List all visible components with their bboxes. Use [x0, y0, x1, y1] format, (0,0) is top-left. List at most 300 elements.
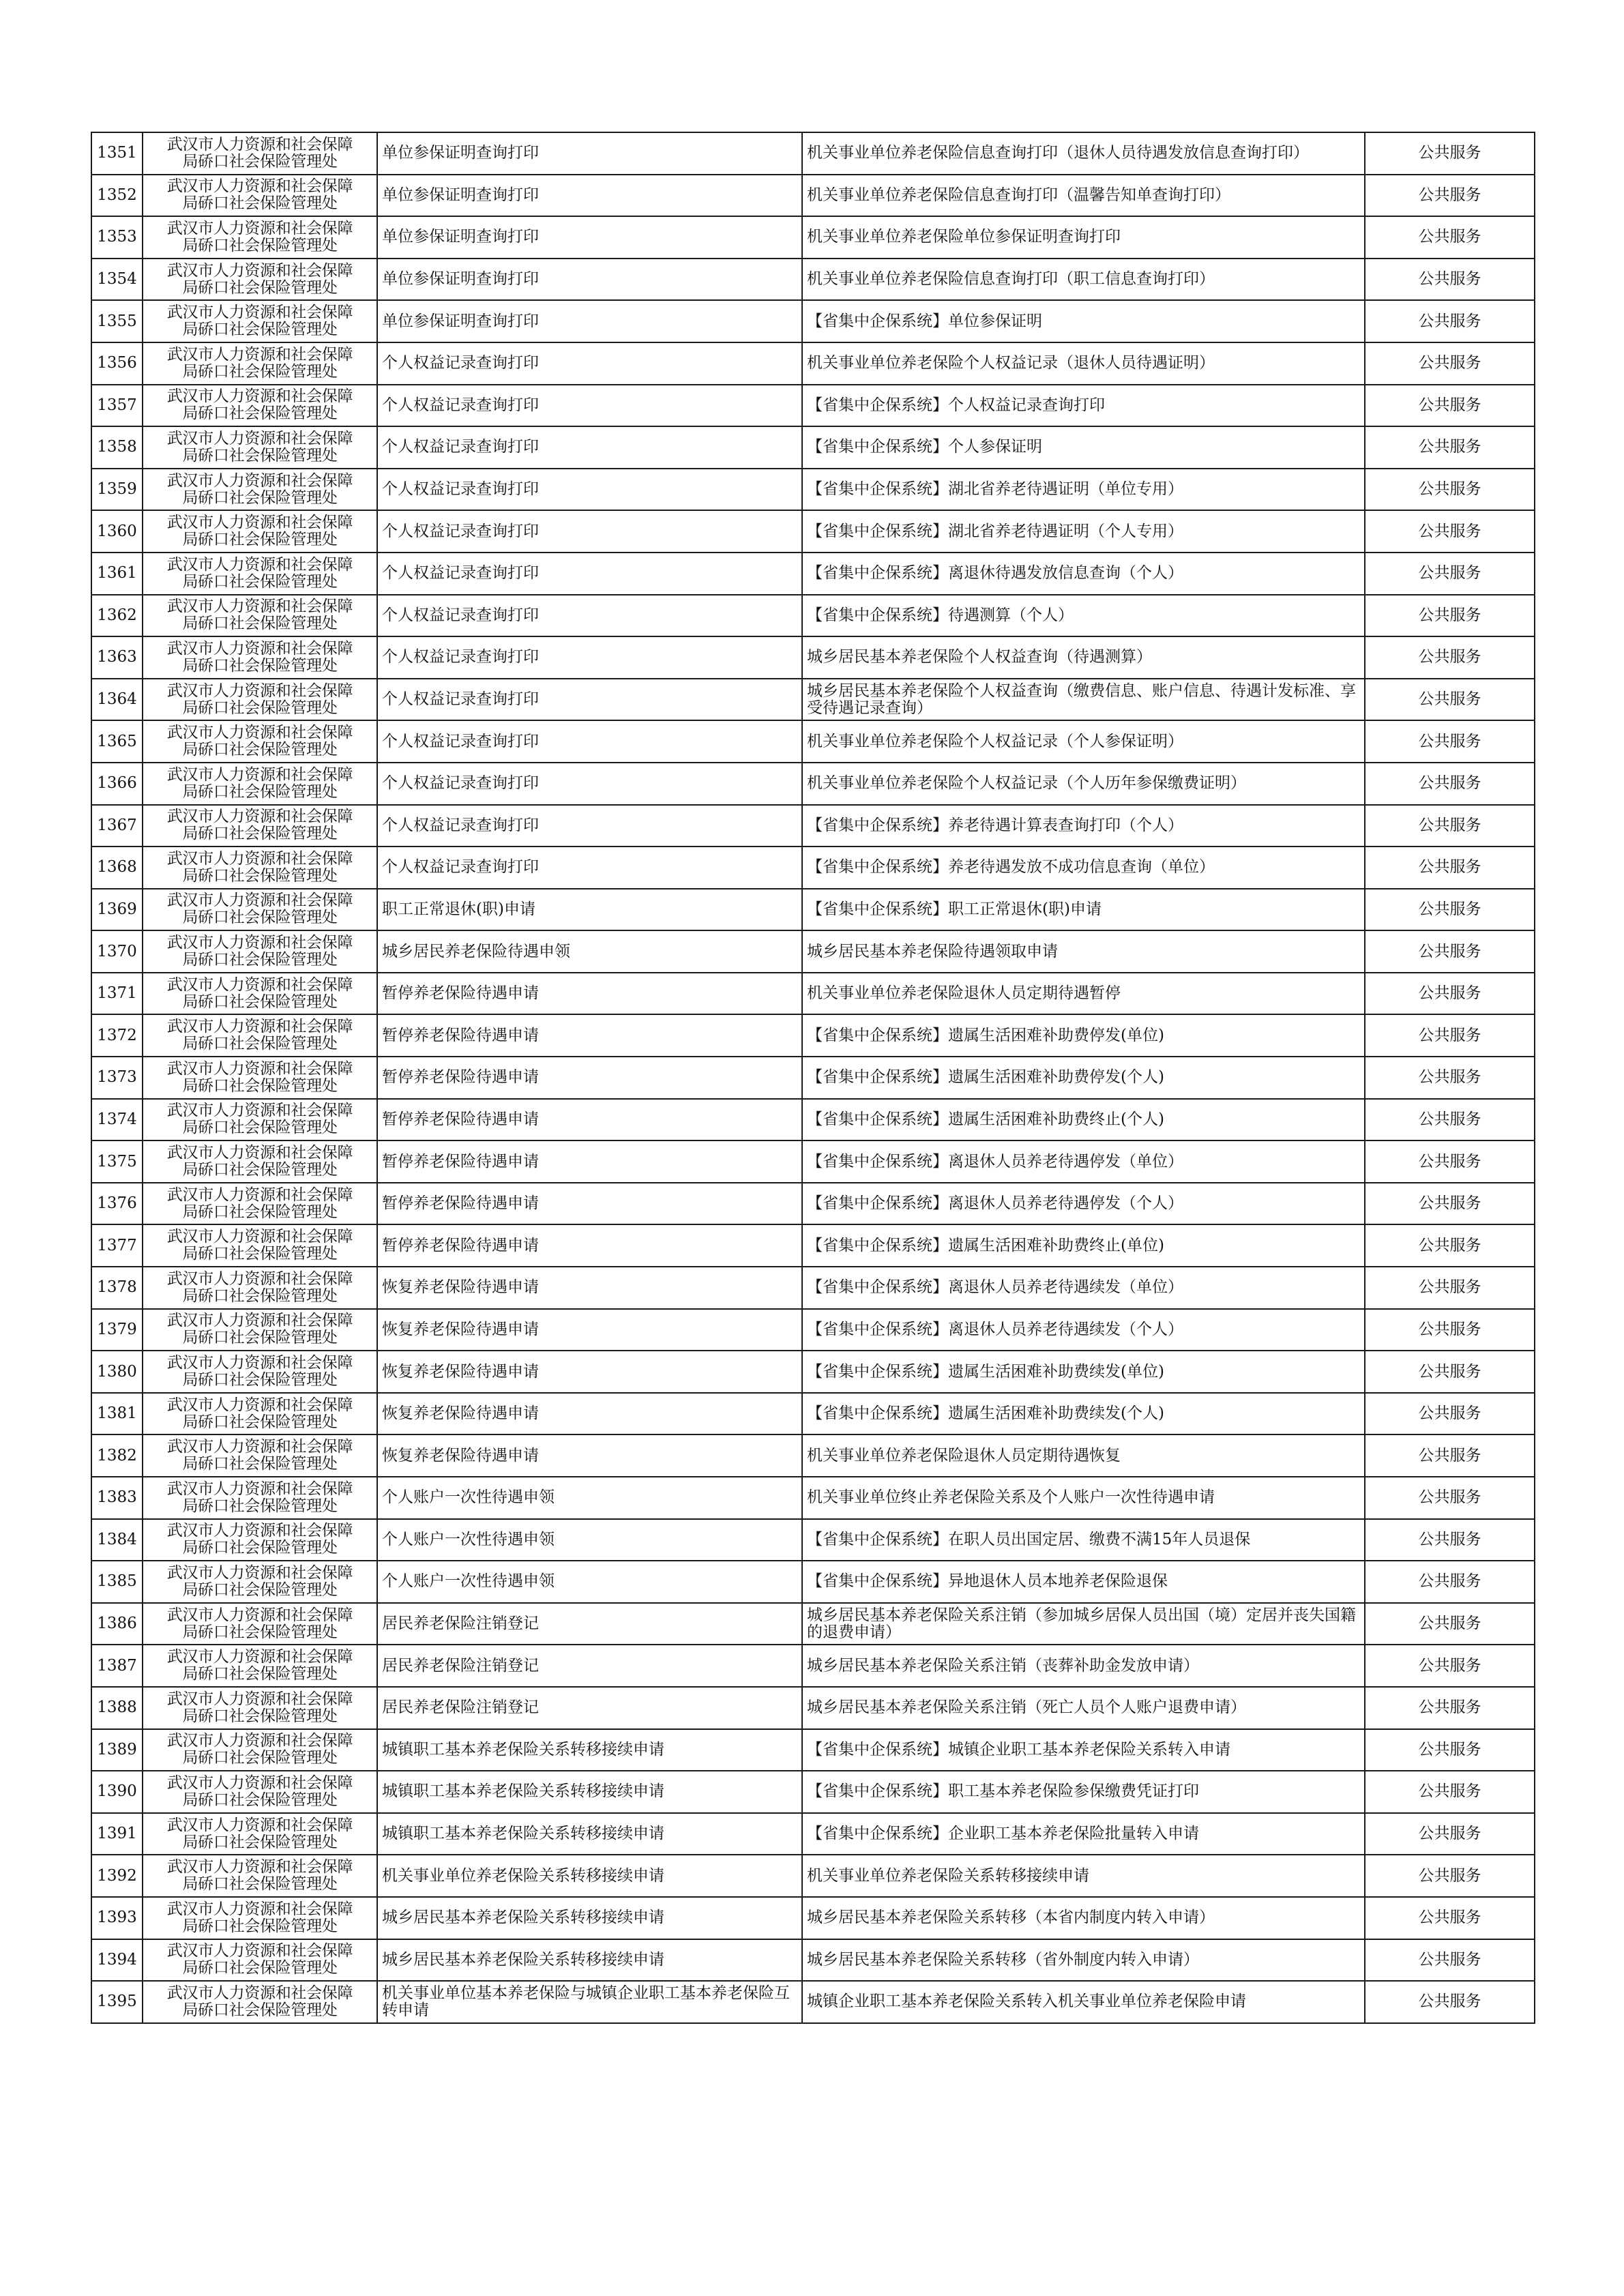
- department-cell: [143, 1393, 377, 1435]
- department-line-2: 局硚口社会保险管理处: [182, 951, 338, 969]
- row-number-cell: 1388: [91, 1687, 143, 1729]
- service-detail-cell: 机关事业单位养老保险个人权益记录（退休人员待遇证明）: [802, 342, 1365, 385]
- table-row: [91, 259, 1535, 301]
- table-row: [91, 1351, 1535, 1393]
- department-line-1: 武汉市人力资源和社会保障: [166, 1354, 353, 1372]
- table-row: [91, 1687, 1535, 1729]
- service-item-cell: 单位参保证明查询打印: [377, 259, 802, 301]
- service-type-cell: 公共服务: [1365, 469, 1535, 511]
- department-cell: [143, 385, 377, 427]
- table-row: [91, 469, 1535, 511]
- table-row: [91, 1855, 1535, 1897]
- service-item-cell: 机关事业单位基本养老保险与城镇企业职工基本养老保险互转申请: [377, 1981, 802, 2023]
- service-detail-cell: 机关事业单位养老保险单位参保证明查询打印: [802, 216, 1365, 259]
- department-line-1: 武汉市人力资源和社会保障: [166, 177, 353, 196]
- department-line-2: 局硚口社会保险管理处: [182, 1455, 338, 1473]
- department-line-2: 局硚口社会保险管理处: [182, 866, 338, 885]
- table-row: [91, 1057, 1535, 1099]
- row-number-cell: 1355: [91, 300, 143, 342]
- department-line-2: 局硚口社会保险管理处: [182, 236, 338, 254]
- service-detail-cell: 【省集中企保系统】湖北省养老待遇证明（个人专用）: [802, 510, 1365, 553]
- department-cell: [143, 553, 377, 595]
- department-line-2: 局硚口社会保险管理处: [182, 741, 338, 759]
- table-row: [91, 1014, 1535, 1057]
- service-type-cell: 公共服务: [1365, 426, 1535, 469]
- table-row: [91, 679, 1535, 721]
- department-line-2: 局硚口社会保险管理处: [182, 194, 338, 213]
- row-number-cell: 1376: [91, 1183, 143, 1225]
- table-row: [91, 1477, 1535, 1519]
- table-row: [91, 1729, 1535, 1771]
- service-type-cell: 公共服务: [1365, 1393, 1535, 1435]
- row-number-cell: 1379: [91, 1309, 143, 1351]
- service-detail-cell: 【省集中企保系统】离退休待遇发放信息查询（个人）: [802, 553, 1365, 595]
- department-line-2: 局硚口社会保险管理处: [182, 825, 338, 843]
- service-type-cell: 公共服务: [1365, 553, 1535, 595]
- service-item-cell: 单位参保证明查询打印: [377, 132, 802, 175]
- department-line-1: 武汉市人力资源和社会保障: [166, 1018, 353, 1036]
- department-line-1: 武汉市人力资源和社会保障: [166, 808, 353, 826]
- service-type-cell: 公共服务: [1365, 510, 1535, 553]
- service-type-cell: 公共服务: [1365, 889, 1535, 931]
- service-type-cell: 公共服务: [1365, 1183, 1535, 1225]
- row-number-cell: 1386: [91, 1603, 143, 1645]
- department-cell: [143, 930, 377, 973]
- table-body: [91, 132, 1535, 2023]
- service-detail-cell: 【省集中企保系统】异地退休人员本地养老保险退保: [802, 1561, 1365, 1603]
- table-row: [91, 1140, 1535, 1183]
- service-type-cell: 公共服务: [1365, 1224, 1535, 1267]
- service-item-cell: 城乡居民基本养老保险关系转移接续申请: [377, 1897, 802, 1939]
- service-detail-cell: 机关事业单位养老保险退休人员定期待遇暂停: [802, 973, 1365, 1015]
- service-item-cell: 城乡居民基本养老保险关系转移接续申请: [377, 1939, 802, 1982]
- service-type-cell: 公共服务: [1365, 1309, 1535, 1351]
- service-detail-cell: 【省集中企保系统】个人权益记录查询打印: [802, 385, 1365, 427]
- row-number-cell: 1387: [91, 1645, 143, 1687]
- department-line-1: 武汉市人力资源和社会保障: [166, 555, 353, 574]
- service-detail-cell: 【省集中企保系统】职工正常退休(职)申请: [802, 889, 1365, 931]
- service-type-cell: 公共服务: [1365, 1057, 1535, 1099]
- department-cell: [143, 1645, 377, 1687]
- department-line-1: 武汉市人力资源和社会保障: [166, 1816, 353, 1834]
- row-number-cell: 1385: [91, 1561, 143, 1603]
- service-item-cell: 暂停养老保险待遇申请: [377, 1099, 802, 1141]
- service-type-cell: 公共服务: [1365, 1603, 1535, 1645]
- department-cell: [143, 259, 377, 301]
- table-row: [91, 553, 1535, 595]
- department-line-2: 局硚口社会保险管理处: [182, 488, 338, 507]
- table-row: [91, 595, 1535, 637]
- department-line-2: 局硚口社会保险管理处: [182, 1539, 338, 1557]
- row-number-cell: 1372: [91, 1014, 143, 1057]
- row-number-cell: 1369: [91, 889, 143, 931]
- department-line-2: 局硚口社会保险管理处: [182, 1413, 338, 1431]
- row-number-cell: 1392: [91, 1855, 143, 1897]
- department-line-2: 局硚口社会保险管理处: [182, 1203, 338, 1221]
- service-detail-cell: 【省集中企保系统】企业职工基本养老保险批量转入申请: [802, 1813, 1365, 1855]
- service-type-cell: 公共服务: [1365, 1434, 1535, 1477]
- row-number-cell: 1358: [91, 426, 143, 469]
- department-line-2: 局硚口社会保险管理处: [182, 698, 338, 717]
- service-type-cell: 公共服务: [1365, 1477, 1535, 1519]
- row-number-cell: 1383: [91, 1477, 143, 1519]
- department-cell: [143, 1351, 377, 1393]
- department-line-1: 武汉市人力资源和社会保障: [166, 892, 353, 910]
- service-item-cell: 个人权益记录查询打印: [377, 636, 802, 679]
- department-line-1: 武汉市人力资源和社会保障: [166, 514, 353, 532]
- department-line-1: 武汉市人力资源和社会保障: [166, 1900, 353, 1918]
- table-row: [91, 720, 1535, 763]
- service-item-cell: 城镇职工基本养老保险关系转移接续申请: [377, 1813, 802, 1855]
- table-row: [91, 1434, 1535, 1477]
- department-line-1: 武汉市人力资源和社会保障: [166, 765, 353, 784]
- service-item-cell: 个人账户一次性待遇申领: [377, 1519, 802, 1561]
- service-detail-cell: 【省集中企保系统】养老待遇计算表查询打印（个人）: [802, 805, 1365, 847]
- table-row: [91, 1267, 1535, 1309]
- service-type-cell: 公共服务: [1365, 763, 1535, 805]
- department-cell: [143, 216, 377, 259]
- table-row: [91, 1897, 1535, 1939]
- service-type-cell: 公共服务: [1365, 1099, 1535, 1141]
- service-item-cell: 单位参保证明查询打印: [377, 300, 802, 342]
- department-line-1: 武汉市人力资源和社会保障: [166, 1984, 353, 2002]
- service-type-cell: 公共服务: [1365, 805, 1535, 847]
- service-detail-cell: 【省集中企保系统】遗属生活困难补助费续发(单位): [802, 1351, 1365, 1393]
- service-type-cell: 公共服务: [1365, 847, 1535, 889]
- row-number-cell: 1377: [91, 1224, 143, 1267]
- department-line-2: 局硚口社会保险管理处: [182, 1707, 338, 1725]
- row-number-cell: 1356: [91, 342, 143, 385]
- department-line-1: 武汉市人力资源和社会保障: [166, 1269, 353, 1288]
- service-detail-cell: 【省集中企保系统】遗属生活困难补助费终止(单位): [802, 1224, 1365, 1267]
- department-cell: [143, 679, 377, 721]
- row-number-cell: 1381: [91, 1393, 143, 1435]
- department-line-1: 武汉市人力资源和社会保障: [166, 1059, 353, 1078]
- service-item-cell: 恢复养老保险待遇申请: [377, 1351, 802, 1393]
- service-detail-cell: 【省集中企保系统】离退休人员养老待遇停发（个人）: [802, 1183, 1365, 1225]
- department-cell: [143, 1855, 377, 1897]
- department-cell: [143, 1099, 377, 1141]
- service-type-cell: 公共服务: [1365, 679, 1535, 721]
- service-detail-cell: 【省集中企保系统】单位参保证明: [802, 300, 1365, 342]
- table-row: [91, 1939, 1535, 1982]
- table-row: [91, 342, 1535, 385]
- service-detail-cell: 【省集中企保系统】城镇企业职工基本养老保险关系转入申请: [802, 1729, 1365, 1771]
- department-cell: [143, 175, 377, 217]
- service-item-cell: 单位参保证明查询打印: [377, 175, 802, 217]
- row-number-cell: 1391: [91, 1813, 143, 1855]
- service-item-cell: 暂停养老保险待遇申请: [377, 1224, 802, 1267]
- service-type-cell: 公共服务: [1365, 1981, 1535, 2023]
- department-line-1: 武汉市人力资源和社会保障: [166, 1773, 353, 1792]
- department-line-2: 局硚口社会保险管理处: [182, 615, 338, 633]
- table-row: [91, 636, 1535, 679]
- department-line-2: 局硚口社会保险管理处: [182, 1286, 338, 1305]
- department-cell: [143, 510, 377, 553]
- service-item-cell: 个人账户一次性待遇申领: [377, 1477, 802, 1519]
- service-detail-cell: 【省集中企保系统】在职人员出国定居、缴费不满15年人员退保: [802, 1519, 1365, 1561]
- department-line-2: 局硚口社会保险管理处: [182, 1119, 338, 1137]
- department-cell: [143, 1519, 377, 1561]
- department-line-1: 武汉市人力资源和社会保障: [166, 1228, 353, 1246]
- service-type-cell: 公共服务: [1365, 259, 1535, 301]
- table-row: [91, 889, 1535, 931]
- service-detail-cell: 【省集中企保系统】遗属生活困难补助费停发(个人): [802, 1057, 1365, 1099]
- table-row: [91, 1813, 1535, 1855]
- service-detail-cell: 【省集中企保系统】遗属生活困难补助费终止(个人): [802, 1099, 1365, 1141]
- service-type-cell: 公共服务: [1365, 720, 1535, 763]
- service-detail-cell: 机关事业单位养老保险个人权益记录（个人参保证明）: [802, 720, 1365, 763]
- service-type-cell: 公共服务: [1365, 132, 1535, 175]
- service-item-cell: 暂停养老保险待遇申请: [377, 973, 802, 1015]
- service-item-cell: 个人权益记录查询打印: [377, 469, 802, 511]
- department-line-1: 武汉市人力资源和社会保障: [166, 975, 353, 994]
- table-row: [91, 426, 1535, 469]
- department-line-1: 武汉市人力资源和社会保障: [166, 1648, 353, 1666]
- table-row: [91, 847, 1535, 889]
- service-item-cell: 城镇职工基本养老保险关系转移接续申请: [377, 1729, 802, 1771]
- department-line-2: 局硚口社会保险管理处: [182, 531, 338, 549]
- department-cell: [143, 1014, 377, 1057]
- service-item-cell: 城镇职工基本养老保险关系转移接续申请: [377, 1771, 802, 1813]
- service-item-cell: 个人权益记录查询打印: [377, 720, 802, 763]
- department-line-2: 局硚口社会保险管理处: [182, 278, 338, 297]
- department-line-1: 武汉市人力资源和社会保障: [166, 934, 353, 952]
- table-row: [91, 510, 1535, 553]
- service-type-cell: 公共服务: [1365, 1897, 1535, 1939]
- service-detail-cell: 【省集中企保系统】个人参保证明: [802, 426, 1365, 469]
- department-cell: [143, 1224, 377, 1267]
- table-row: [91, 1309, 1535, 1351]
- department-cell: [143, 426, 377, 469]
- table-row: [91, 1771, 1535, 1813]
- row-number-cell: 1382: [91, 1434, 143, 1477]
- service-item-cell: 暂停养老保险待遇申请: [377, 1057, 802, 1099]
- service-type-cell: 公共服务: [1365, 342, 1535, 385]
- department-line-2: 局硚口社会保险管理处: [182, 1749, 338, 1767]
- service-type-cell: 公共服务: [1365, 1813, 1535, 1855]
- department-line-1: 武汉市人力资源和社会保障: [166, 1563, 353, 1582]
- department-line-2: 局硚口社会保险管理处: [182, 321, 338, 339]
- department-line-1: 武汉市人力资源和社会保障: [166, 598, 353, 616]
- row-number-cell: 1394: [91, 1939, 143, 1982]
- department-cell: [143, 1434, 377, 1477]
- table-row: [91, 385, 1535, 427]
- department-line-2: 局硚口社会保险管理处: [182, 656, 338, 675]
- department-line-2: 局硚口社会保险管理处: [182, 1623, 338, 1641]
- department-cell: [143, 1813, 377, 1855]
- service-item-cell: 单位参保证明查询打印: [377, 216, 802, 259]
- service-detail-cell: 【省集中企保系统】离退休人员养老待遇续发（单位）: [802, 1267, 1365, 1309]
- department-line-1: 武汉市人力资源和社会保障: [166, 1858, 353, 1876]
- table-row: [91, 132, 1535, 175]
- department-cell: [143, 1183, 377, 1225]
- row-number-cell: 1375: [91, 1140, 143, 1183]
- row-number-cell: 1362: [91, 595, 143, 637]
- service-type-cell: 公共服务: [1365, 1519, 1535, 1561]
- department-line-1: 武汉市人力资源和社会保障: [166, 1942, 353, 1960]
- department-cell: [143, 1729, 377, 1771]
- department-line-2: 局硚口社会保险管理处: [182, 404, 338, 423]
- department-line-2: 局硚口社会保险管理处: [182, 1833, 338, 1851]
- department-cell: [143, 1603, 377, 1645]
- row-number-cell: 1370: [91, 930, 143, 973]
- service-type-cell: 公共服务: [1365, 1939, 1535, 1982]
- department-cell: [143, 636, 377, 679]
- service-type-cell: 公共服务: [1365, 1729, 1535, 1771]
- row-number-cell: 1384: [91, 1519, 143, 1561]
- table-row: [91, 1645, 1535, 1687]
- service-type-cell: 公共服务: [1365, 636, 1535, 679]
- row-number-cell: 1364: [91, 679, 143, 721]
- service-type-cell: 公共服务: [1365, 216, 1535, 259]
- table-row: [91, 1393, 1535, 1435]
- row-number-cell: 1365: [91, 720, 143, 763]
- service-item-cell: 城乡居民养老保险待遇申领: [377, 930, 802, 973]
- service-item-cell: 暂停养老保险待遇申请: [377, 1140, 802, 1183]
- department-line-2: 局硚口社会保险管理处: [182, 1371, 338, 1389]
- department-line-1: 武汉市人力资源和社会保障: [166, 1606, 353, 1624]
- department-line-2: 局硚口社会保险管理处: [182, 1580, 338, 1599]
- department-line-1: 武汉市人力资源和社会保障: [166, 1396, 353, 1414]
- service-type-cell: 公共服务: [1365, 1140, 1535, 1183]
- row-number-cell: 1354: [91, 259, 143, 301]
- service-detail-cell: 【省集中企保系统】遗属生活困难补助费续发(个人): [802, 1393, 1365, 1435]
- department-cell: [143, 1561, 377, 1603]
- service-item-cell: 个人账户一次性待遇申领: [377, 1561, 802, 1603]
- service-detail-cell: 城乡居民基本养老保险个人权益查询（缴费信息、账户信息、待遇计发标准、享受待遇记录查询）: [802, 679, 1365, 721]
- row-number-cell: 1353: [91, 216, 143, 259]
- table-row: [91, 175, 1535, 217]
- service-detail-cell: 机关事业单位养老保险信息查询打印（温馨告知单查询打印）: [802, 175, 1365, 217]
- service-type-cell: 公共服务: [1365, 595, 1535, 637]
- service-item-cell: 个人权益记录查询打印: [377, 679, 802, 721]
- service-detail-cell: 【省集中企保系统】职工基本养老保险参保缴费凭证打印: [802, 1771, 1365, 1813]
- department-line-2: 局硚口社会保险管理处: [182, 1245, 338, 1263]
- service-detail-cell: 机关事业单位养老保险退休人员定期待遇恢复: [802, 1434, 1365, 1477]
- department-cell: [143, 300, 377, 342]
- service-item-cell: 个人权益记录查询打印: [377, 553, 802, 595]
- department-line-2: 局硚口社会保险管理处: [182, 572, 338, 591]
- table-row: [91, 805, 1535, 847]
- table-row: [91, 1561, 1535, 1603]
- service-type-cell: 公共服务: [1365, 973, 1535, 1015]
- department-line-2: 局硚口社会保险管理处: [182, 1076, 338, 1095]
- department-cell: [143, 1687, 377, 1729]
- department-line-2: 局硚口社会保险管理处: [182, 1875, 338, 1894]
- service-detail-cell: 城镇企业职工基本养老保险关系转入机关事业单位养老保险申请: [802, 1981, 1365, 2023]
- service-type-cell: 公共服务: [1365, 385, 1535, 427]
- department-cell: [143, 1267, 377, 1309]
- department-line-1: 武汉市人力资源和社会保障: [166, 471, 353, 490]
- table-row: [91, 1603, 1535, 1645]
- department-cell: [143, 973, 377, 1015]
- service-type-cell: 公共服务: [1365, 300, 1535, 342]
- department-line-1: 武汉市人力资源和社会保障: [166, 1732, 353, 1750]
- service-detail-cell: 【省集中企保系统】遗属生活困难补助费停发(单位): [802, 1014, 1365, 1057]
- table-row: [91, 216, 1535, 259]
- department-line-1: 武汉市人力资源和社会保障: [166, 724, 353, 742]
- service-detail-cell: 城乡居民基本养老保险关系转移（省外制度内转入申请）: [802, 1939, 1365, 1982]
- row-number-cell: 1373: [91, 1057, 143, 1099]
- service-detail-cell: 城乡居民基本养老保险待遇领取申请: [802, 930, 1365, 973]
- table-row: [91, 1183, 1535, 1225]
- row-number-cell: 1352: [91, 175, 143, 217]
- service-type-cell: 公共服务: [1365, 1351, 1535, 1393]
- department-line-2: 局硚口社会保险管理处: [182, 1329, 338, 1347]
- department-cell: [143, 1309, 377, 1351]
- service-type-cell: 公共服务: [1365, 1855, 1535, 1897]
- service-item-cell: 个人权益记录查询打印: [377, 847, 802, 889]
- department-cell: [143, 889, 377, 931]
- service-type-cell: 公共服务: [1365, 1771, 1535, 1813]
- service-item-cell: 职工正常退休(职)申请: [377, 889, 802, 931]
- department-cell: [143, 1981, 377, 2023]
- department-cell: [143, 342, 377, 385]
- service-type-cell: 公共服务: [1365, 1267, 1535, 1309]
- department-line-1: 武汉市人力资源和社会保障: [166, 1438, 353, 1456]
- service-catalog-table: [91, 132, 1535, 2024]
- service-item-cell: 个人权益记录查询打印: [377, 426, 802, 469]
- service-item-cell: 居民养老保险注销登记: [377, 1603, 802, 1645]
- department-line-1: 武汉市人力资源和社会保障: [166, 1522, 353, 1540]
- service-detail-cell: 【省集中企保系统】养老待遇发放不成功信息查询（单位）: [802, 847, 1365, 889]
- table-row: [91, 1224, 1535, 1267]
- row-number-cell: 1395: [91, 1981, 143, 2023]
- service-item-cell: 恢复养老保险待遇申请: [377, 1309, 802, 1351]
- service-item-cell: 暂停养老保险待遇申请: [377, 1014, 802, 1057]
- department-line-2: 局硚口社会保险管理处: [182, 909, 338, 927]
- department-cell: [143, 1897, 377, 1939]
- department-cell: [143, 805, 377, 847]
- department-line-2: 局硚口社会保险管理处: [182, 1917, 338, 1935]
- department-line-1: 武汉市人力资源和社会保障: [166, 135, 353, 153]
- department-line-1: 武汉市人力资源和社会保障: [166, 219, 353, 237]
- row-number-cell: 1367: [91, 805, 143, 847]
- service-detail-cell: 城乡居民基本养老保险个人权益查询（待遇测算）: [802, 636, 1365, 679]
- row-number-cell: 1366: [91, 763, 143, 805]
- service-item-cell: 恢复养老保险待遇申请: [377, 1393, 802, 1435]
- department-cell: [143, 1771, 377, 1813]
- department-line-2: 局硚口社会保险管理处: [182, 1791, 338, 1809]
- department-line-1: 武汉市人力资源和社会保障: [166, 345, 353, 364]
- row-number-cell: 1357: [91, 385, 143, 427]
- department-line-2: 局硚口社会保险管理处: [182, 152, 338, 171]
- department-line-1: 武汉市人力资源和社会保障: [166, 261, 353, 280]
- department-line-1: 武汉市人力资源和社会保障: [166, 304, 353, 322]
- department-line-2: 局硚口社会保险管理处: [182, 362, 338, 381]
- department-cell: [143, 847, 377, 889]
- service-item-cell: 居民养老保险注销登记: [377, 1687, 802, 1729]
- table-row: [91, 763, 1535, 805]
- row-number-cell: 1393: [91, 1897, 143, 1939]
- department-line-1: 武汉市人力资源和社会保障: [166, 387, 353, 406]
- department-cell: [143, 595, 377, 637]
- department-line-1: 武汉市人力资源和社会保障: [166, 1144, 353, 1162]
- row-number-cell: 1389: [91, 1729, 143, 1771]
- service-item-cell: 个人权益记录查询打印: [377, 763, 802, 805]
- service-type-cell: 公共服务: [1365, 930, 1535, 973]
- service-detail-cell: 机关事业单位养老保险信息查询打印（职工信息查询打印）: [802, 259, 1365, 301]
- service-item-cell: 恢复养老保险待遇申请: [377, 1434, 802, 1477]
- department-line-1: 武汉市人力资源和社会保障: [166, 681, 353, 700]
- service-detail-cell: 城乡居民基本养老保险关系转移（本省内制度内转入申请）: [802, 1897, 1365, 1939]
- service-detail-cell: 【省集中企保系统】待遇测算（个人）: [802, 595, 1365, 637]
- department-line-2: 局硚口社会保险管理处: [182, 1497, 338, 1515]
- service-item-cell: 机关事业单位养老保险关系转移接续申请: [377, 1855, 802, 1897]
- table-row: [91, 1981, 1535, 2023]
- row-number-cell: 1371: [91, 973, 143, 1015]
